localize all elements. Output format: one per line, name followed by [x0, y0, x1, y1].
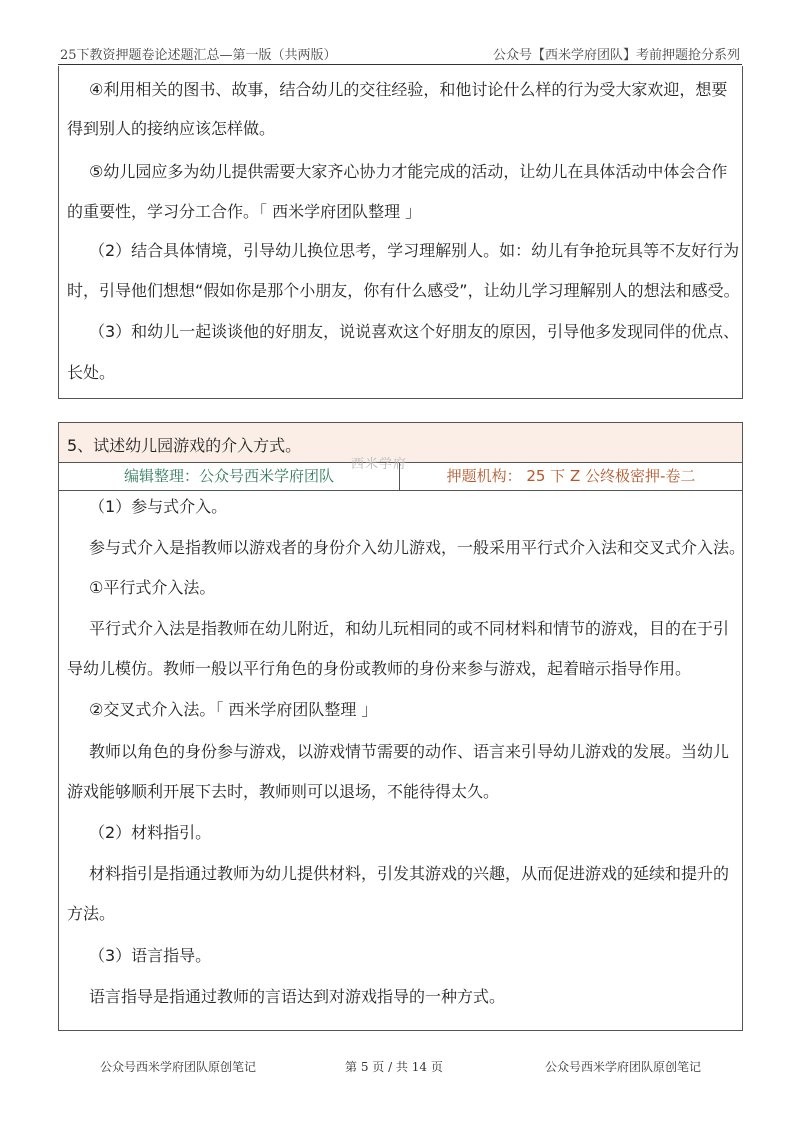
- paragraph: 材料指引是指通过教师为幼儿提供材料，引发其游戏的兴趣，从而促进游戏的延续和提升的: [89, 864, 730, 883]
- editor-info: 编辑整理：公众号西米学府团队: [59, 463, 400, 490]
- watermark: 西米学府: [351, 457, 408, 472]
- paragraph: （3）和幼儿一起谈谈他的好朋友，说说喜欢这个好朋友的原因，引导他多发现同伴的优点、: [89, 322, 740, 341]
- paragraph: ②交叉式介入法。「 西米学府团队整理 」: [89, 700, 378, 719]
- paragraph: （1）参与式介入。: [89, 497, 228, 516]
- paragraph: 导幼儿模仿。教师一般以平行角色的身份或教师的身份来参与游戏，起着暗示指导作用。: [67, 659, 692, 678]
- answer-box-continued: [58, 66, 743, 399]
- footer-page-number: 第 5 页 / 共 14 页: [345, 1060, 443, 1074]
- paragraph: ⑤幼儿园应多为幼儿提供需要大家齐心协力才能完成的活动，让幼儿在具体活动中体会合作: [89, 162, 728, 181]
- footer-right: 公众号西米学府团队原创笔记: [545, 1060, 702, 1074]
- question-box: [58, 422, 746, 1031]
- paragraph: 时，引导他们想想“假如你是那个小朋友，你有什么感受”，让幼儿学习理解别人的想法和感受。: [67, 281, 740, 300]
- paragraph: ①平行式介入法。: [89, 578, 216, 597]
- paragraph: 长处。: [67, 363, 116, 382]
- paragraph: ④利用相关的图书、故事，结合幼儿的交往经验，和他讨论什么样的行为受大家欢迎，想要: [89, 80, 728, 99]
- paragraph: 方法。: [67, 904, 116, 923]
- meta-row: [59, 463, 742, 491]
- header-right: 公众号【西米学府团队】考前押题抢分系列: [492, 48, 740, 63]
- paragraph: 平行式介入法是指教师在幼儿附近，和幼儿玩相同的或不同材料和情节的游戏，目的在于引: [89, 619, 730, 638]
- footer-left: 公众号西米学府团队原创笔记: [100, 1060, 257, 1074]
- paragraph: 语言指导是指通过教师的言语达到对游戏指导的一种方式。: [89, 987, 506, 1006]
- paragraph: （3）语言指导。: [89, 946, 212, 965]
- paragraph: 的重要性，学习分工合作。「 西米学府团队整理 」: [67, 202, 422, 221]
- paragraph: 得到别人的接纳应该怎样做。: [67, 119, 276, 138]
- paragraph: 游戏能够顺利开展下去时，教师则可以退场，不能待得太久。: [67, 782, 500, 801]
- paragraph: （2）结合具体情境，引导幼儿换位思考，学习理解别人。如：幼儿有争抢玩具等不友好行为: [89, 241, 740, 260]
- question-title: 5、试述幼儿园游戏的介入方式。: [67, 436, 302, 455]
- header-divider: [58, 64, 742, 65]
- header-left: 25下教资押题卷论述题汇总—第一版（共两版）: [60, 48, 337, 63]
- source-info: 押题机构： 25 下 Z 公终极密押-卷二: [446, 467, 696, 485]
- paragraph: （2）材料指引。: [89, 823, 212, 842]
- paragraph: 参与式介入是指教师以游戏者的身份介入幼儿游戏，一般采用平行式介入法和交叉式介入法。: [89, 538, 746, 557]
- paragraph: 教师以角色的身份参与游戏，以游戏情节需要的动作、语言来引导幼儿游戏的发展。当幼儿: [89, 742, 730, 761]
